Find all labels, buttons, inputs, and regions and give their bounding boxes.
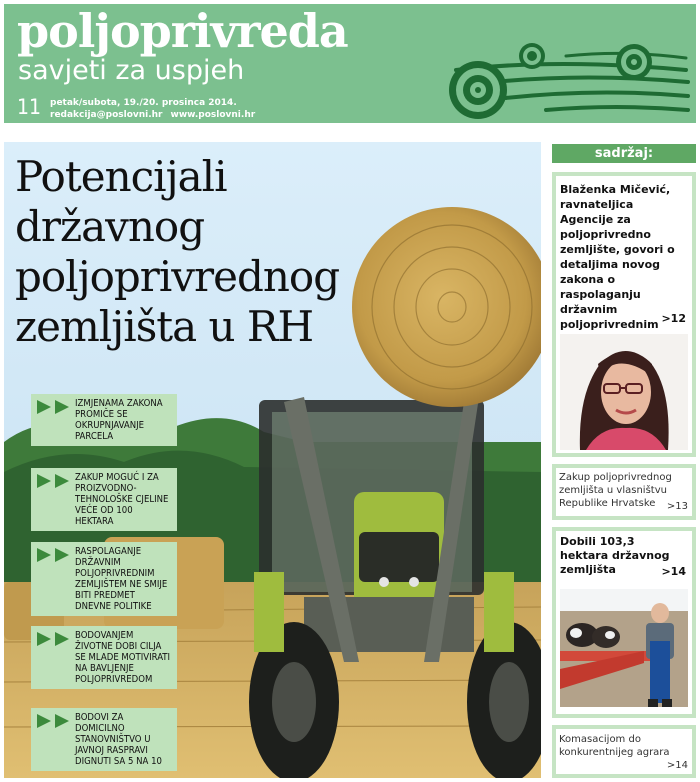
page-number: 11 — [17, 95, 42, 119]
page-reference[interactable]: >13 — [666, 501, 688, 512]
page-reference[interactable]: >14 — [666, 760, 688, 771]
email-link[interactable]: redakcija@poslovni.hr — [50, 110, 163, 120]
bullet-text: RASPOLAGANJE DRŽAVNIM POLJOPRIVREDNIM ZEMLJIŠTEM NE SMIJE BITI PREDMET DNEVNE POLITIKE — [75, 546, 168, 612]
hero-article[interactable] — [4, 142, 541, 778]
section-title: poljoprivreda — [17, 4, 348, 58]
bullet-item — [31, 542, 177, 616]
bullet-text: BODOVANJEM ŽIVOTNE DOBI CILJA SE MLADE MOTIVIRATI NA BAVLJENJE POLJOPRIVREDOM — [75, 630, 171, 685]
section-header — [4, 4, 696, 123]
bullet-item — [31, 468, 177, 531]
double-arrow-icon — [35, 713, 75, 729]
contents-item-lease[interactable] — [552, 464, 696, 520]
issue-date: petak/subota, 19./20. prosinca 2014. — [50, 98, 237, 108]
bullet-item — [31, 626, 177, 689]
double-arrow-icon — [35, 631, 75, 647]
contact-line — [50, 109, 263, 121]
page-reference[interactable]: >12 — [661, 312, 686, 325]
contents-item-interview[interactable] — [552, 172, 696, 457]
double-arrow-icon — [35, 547, 75, 563]
woman-portrait-photo — [560, 334, 688, 450]
double-arrow-icon — [35, 399, 75, 415]
farmer-with-cows-photo — [560, 589, 688, 707]
contents-item-text: Blaženka Mičević, ravnateljica Agencije za poljoprivredno zemljište, govori o detaljima novog zakona o raspolaganju državnim poljoprivrednim — [560, 183, 675, 331]
contents-item-text: Dobili 103,3 hektara državnog zemljišta — [560, 535, 670, 576]
hay-bales-field-icon — [436, 10, 692, 120]
page-reference[interactable]: >14 — [661, 565, 686, 578]
bullet-item — [31, 394, 177, 446]
bullet-item — [31, 708, 177, 771]
contents-item-text: Komasacijom do konkurentnijeg agrara — [559, 734, 670, 758]
hero-headline[interactable]: Potencijali državnog poljoprivrednog zemljišta u RH — [15, 152, 340, 351]
contents-item-hectares[interactable] — [552, 527, 696, 718]
website-link[interactable]: www.poslovni.hr — [170, 110, 256, 120]
contents-item-consolidation[interactable] — [552, 725, 696, 778]
contents-heading: sadržaj: — [552, 144, 696, 163]
bullet-text: IZMJENAMA ZAKONA PROMIČE SE OKRUPNJAVANJE PARCELA — [75, 398, 163, 442]
section-subtitle: savjeti za uspjeh — [18, 55, 245, 86]
bullet-text: ZAKUP MOGUĆ I ZA PROIZVODNO-TEHNOLOŠKE CJELINE VEĆE OD 100 HEKTARA — [75, 472, 169, 527]
bullet-text: BODOVI ZA DOMICILNO STANOVNIŠTVO U JAVNOJ RASPRAVI DIGNUTI SA 5 NA 10 — [75, 712, 162, 767]
double-arrow-icon — [35, 473, 75, 489]
contents-item-text: Zakup poljoprivrednog zemljišta u vlasništvu Republike Hrvatske — [559, 472, 672, 509]
